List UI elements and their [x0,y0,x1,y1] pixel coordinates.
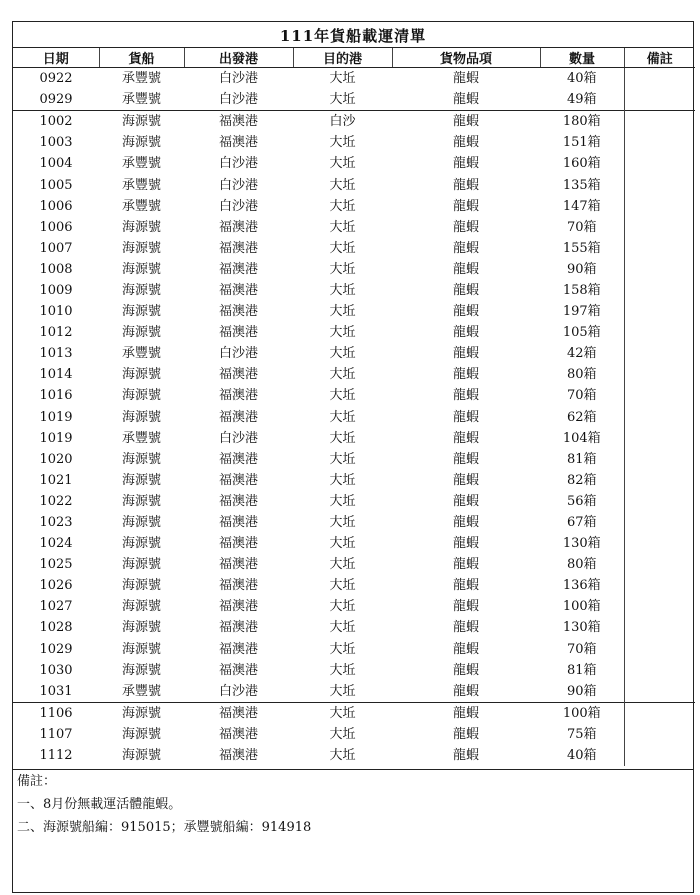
cell-departure-port: 福澳港 [218,388,258,404]
cell-ship: 海源號 [121,578,161,594]
cell-destination-port: 大坵 [329,71,356,87]
cell-remarks [624,554,695,575]
header-cargo-item: 貨物品項 [392,48,540,68]
cell-ship: 承豐號 [121,92,161,108]
header-destination-port: 目的港 [293,48,392,68]
cell-destination-port: 大坵 [329,683,356,699]
cell-remarks [624,322,695,343]
cell-quantity: 67箱 [566,515,597,531]
cell-date: 1031 [39,683,73,699]
cell-ship: 海源號 [121,662,161,678]
cell-departure-port: 福澳港 [218,748,258,764]
cell-remarks [624,68,695,90]
cell-quantity: 158箱 [562,282,601,298]
cell-departure-port: 白沙港 [218,430,258,446]
table-row [13,238,695,259]
cell-date: 1009 [39,282,73,298]
table-row [13,343,695,364]
cell-departure-port: 福澳港 [218,599,258,615]
cell-remarks [624,153,695,174]
cell-departure-port: 福澳港 [218,304,258,320]
cell-date: 1008 [39,261,73,277]
table-row [13,217,695,238]
cell-quantity: 70箱 [566,641,597,657]
cell-date: 1004 [39,156,73,172]
cell-departure-port: 白沙港 [218,71,258,87]
cell-quantity: 155箱 [562,240,601,256]
cell-departure-port: 福澳港 [218,240,258,256]
cell-cargo-item: 龍蝦 [452,578,479,594]
table-row [13,660,695,681]
cell-remarks [624,512,695,533]
cell-remarks [624,217,695,238]
cell-date: 1023 [39,515,73,531]
cell-cargo-item: 龍蝦 [452,304,479,320]
cell-ship: 海源號 [121,409,161,425]
cell-cargo-item: 龍蝦 [452,451,479,467]
cell-quantity: 40箱 [566,748,597,764]
cell-date: 1029 [39,641,73,657]
cell-departure-port: 福澳港 [218,641,258,657]
document-title: 111年貨船載運清單 [279,27,427,45]
cell-ship: 海源號 [121,726,161,742]
cell-cargo-item: 龍蝦 [452,198,479,214]
table-row [13,364,695,385]
cell-quantity: 49箱 [566,92,597,108]
cell-remarks [624,132,695,153]
cell-quantity: 40箱 [566,71,597,87]
header-departure-port: 出發港 [184,48,293,68]
cell-date: 1003 [39,135,73,151]
cell-remarks [624,617,695,638]
cell-quantity: 100箱 [540,702,624,724]
cell-ship: 承豐號 [121,156,161,172]
cell-quantity: 70箱 [566,219,597,235]
cell-quantity: 80箱 [566,557,597,573]
cell-departure-port: 福澳港 [218,536,258,552]
cell-cargo-item: 龍蝦 [452,620,479,636]
cell-quantity: 136箱 [562,578,601,594]
cell-destination-port: 大坵 [329,346,356,362]
cell-cargo-item: 龍蝦 [452,325,479,341]
header-remarks: 備註 [624,48,695,68]
cell-departure-port: 福澳港 [218,620,258,636]
cell-departure-port: 白沙港 [218,198,258,214]
cell-departure-port: 福澳港 [218,282,258,298]
cell-departure-port: 白沙港 [218,346,258,362]
cell-destination-port: 大坵 [329,578,356,594]
cell-remarks [624,259,695,280]
cell-departure-port: 福澳港 [218,515,258,531]
cell-departure-port: 福澳港 [218,451,258,467]
table-row [13,512,695,533]
cell-remarks [624,196,695,217]
cell-destination-port: 大坵 [329,515,356,531]
table-row [13,301,695,322]
cell-quantity: 70箱 [566,388,597,404]
cell-cargo-item: 龍蝦 [452,557,479,573]
cell-remarks [624,724,695,745]
cell-remarks [624,407,695,428]
header-date: 日期 [13,48,99,68]
cell-ship: 海源號 [121,493,161,509]
cell-destination-port: 大坵 [329,451,356,467]
cell-cargo-item: 龍蝦 [452,135,479,151]
table-row [13,724,695,745]
cell-ship: 海源號 [121,451,161,467]
cell-remarks [624,702,695,724]
cell-cargo-item: 龍蝦 [452,515,479,531]
cell-departure-port: 福澳港 [218,493,258,509]
cell-date: 1021 [39,472,73,488]
cell-departure-port: 福澳港 [218,219,258,235]
cell-cargo-item: 龍蝦 [452,641,479,657]
table-row [13,174,695,195]
cell-date: 1024 [39,536,73,552]
cell-quantity: 130箱 [562,536,601,552]
cell-departure-port: 福澳港 [218,578,258,594]
cell-cargo-item: 龍蝦 [452,388,479,404]
cell-quantity: 81箱 [566,662,597,678]
cell-cargo-item: 龍蝦 [452,219,479,235]
cell-ship: 海源號 [121,325,161,341]
cell-cargo-item: 龍蝦 [452,472,479,488]
cell-remarks [624,470,695,491]
cell-departure-port: 福澳港 [218,367,258,383]
cell-departure-port: 白沙港 [218,92,258,108]
cell-departure-port: 福澳港 [218,409,258,425]
cell-destination-port: 大坵 [329,325,356,341]
table-row [13,153,695,174]
table-row [13,89,695,111]
cell-departure-port: 白沙港 [218,156,258,172]
table-row [13,596,695,617]
table-row [13,428,695,449]
cell-cargo-item: 龍蝦 [452,71,479,87]
cell-ship: 海源號 [121,261,161,277]
cell-quantity: 82箱 [566,472,597,488]
cell-cargo-item: 龍蝦 [452,156,479,172]
cell-destination-port: 大坵 [329,388,356,404]
cell-remarks [624,111,695,133]
table-row [13,639,695,660]
cell-remarks [624,89,695,111]
table-row [13,681,695,703]
table-row [13,702,695,724]
cell-date: 1112 [39,748,73,764]
cell-departure-port: 福澳港 [218,135,258,151]
table-row [13,554,695,575]
cell-ship: 海源號 [121,599,161,615]
cell-departure-port: 福澳港 [218,325,258,341]
table-row [13,449,695,470]
cell-destination-port: 大坵 [329,409,356,425]
table-row [13,745,695,766]
notes-heading: 備註： [17,774,57,789]
cell-ship: 海源號 [121,304,161,320]
cell-destination-port: 大坵 [329,493,356,509]
cell-quantity: 62箱 [566,409,597,425]
cell-ship: 承豐號 [121,71,161,87]
cell-ship: 承豐號 [121,177,161,193]
cell-quantity: 151箱 [562,135,601,151]
cell-cargo-item: 龍蝦 [452,261,479,277]
cell-ship: 海源號 [121,748,161,764]
table-row [13,280,695,301]
cell-destination-port: 大坵 [329,726,356,742]
cell-destination-port: 大坵 [329,430,356,446]
cell-remarks [624,280,695,301]
cell-quantity: 105箱 [562,325,601,341]
table-row [13,617,695,638]
note-line: 一、8月份無載運活體龍蝦。 [17,797,182,812]
cell-cargo-item: 龍蝦 [452,493,479,509]
cell-remarks [624,385,695,406]
cell-destination-port: 大坵 [329,748,356,764]
cell-cargo-item: 龍蝦 [452,92,479,108]
cell-ship: 承豐號 [121,683,161,699]
cell-date: 0922 [39,71,73,87]
cell-cargo-item: 龍蝦 [452,599,479,615]
cell-quantity: 100箱 [562,599,601,615]
table-row [13,470,695,491]
cell-date: 1016 [39,388,73,404]
cell-date: 1014 [39,367,73,383]
cell-date: 1107 [39,726,73,742]
table-row [13,491,695,512]
cell-date: 1020 [39,451,73,467]
notes-section [13,769,693,839]
cell-date: 1007 [39,240,73,256]
cell-date: 1022 [39,493,73,509]
cell-cargo-item: 龍蝦 [452,683,479,699]
cell-date: 1006 [39,198,73,214]
cell-quantity: 56箱 [566,493,597,509]
cell-departure-port: 福澳港 [184,702,293,724]
cell-departure-port: 福澳港 [218,557,258,573]
cell-destination-port: 大坵 [329,282,356,298]
note-line: 二、海源號船編：915015；承豐號船編：914918 [17,820,312,835]
cell-quantity: 160箱 [562,156,601,172]
cell-ship: 海源號 [121,282,161,298]
cell-quantity: 135箱 [562,177,601,193]
cell-date: 0929 [39,92,73,108]
table-row [13,533,695,554]
cell-remarks [624,343,695,364]
header-quantity: 數量 [540,48,624,68]
cell-remarks [624,301,695,322]
cell-date: 1106 [13,702,99,724]
cell-remarks [624,174,695,195]
cell-ship: 海源號 [121,620,161,636]
cell-remarks [624,660,695,681]
cell-destination-port: 大坵 [329,620,356,636]
cell-ship: 海源號 [121,240,161,256]
cell-quantity: 130箱 [562,620,601,636]
cell-date: 1030 [39,662,73,678]
cell-remarks [624,533,695,554]
cell-destination-port: 大坵 [329,599,356,615]
cell-cargo-item: 龍蝦 [392,702,540,724]
cell-remarks [624,575,695,596]
cell-date: 1027 [39,599,73,615]
cell-ship: 海源號 [121,472,161,488]
cell-ship: 海源號 [99,702,184,724]
cell-destination-port: 大坵 [329,135,356,151]
cell-date: 1013 [39,346,73,362]
cell-remarks [624,681,695,703]
cell-cargo-item: 龍蝦 [452,367,479,383]
cell-cargo-item: 龍蝦 [452,346,479,362]
cell-destination-port: 大坵 [329,472,356,488]
cell-cargo-item: 龍蝦 [452,662,479,678]
cell-date: 1010 [39,304,73,320]
cell-quantity: 180箱 [540,111,624,133]
cell-quantity: 147箱 [562,198,601,214]
cell-date: 1028 [39,620,73,636]
cell-destination-port: 大坵 [329,367,356,383]
cell-date: 1005 [39,177,73,193]
cell-cargo-item: 龍蝦 [452,177,479,193]
cell-remarks [624,745,695,766]
cell-ship: 海源號 [121,641,161,657]
cell-quantity: 90箱 [566,683,597,699]
cell-cargo-item: 龍蝦 [392,111,540,133]
shipping-list-sheet [12,21,694,893]
cell-cargo-item: 龍蝦 [452,409,479,425]
cell-ship: 承豐號 [121,430,161,446]
cell-destination-port: 白沙 [293,111,392,133]
table-row [13,259,695,280]
table-header-row [13,48,695,68]
cell-departure-port: 福澳港 [184,111,293,133]
cell-departure-port: 福澳港 [218,662,258,678]
cell-date: 1019 [39,430,73,446]
cell-remarks [624,238,695,259]
cell-remarks [624,428,695,449]
cell-ship: 海源號 [121,388,161,404]
cell-quantity: 80箱 [566,367,597,383]
cell-remarks [624,596,695,617]
cell-destination-port: 大坵 [293,702,392,724]
cell-quantity: 75箱 [566,726,597,742]
cell-quantity: 81箱 [566,451,597,467]
table-row [13,132,695,153]
cell-ship: 海源號 [99,111,184,133]
cell-remarks [624,449,695,470]
cell-departure-port: 福澳港 [218,726,258,742]
cell-date: 1002 [13,111,99,133]
cell-quantity: 90箱 [566,261,597,277]
cell-destination-port: 大坵 [329,304,356,320]
table-row [13,385,695,406]
cell-destination-port: 大坵 [329,261,356,277]
cell-cargo-item: 龍蝦 [452,240,479,256]
cell-ship: 海源號 [121,536,161,552]
cell-remarks [624,491,695,512]
cell-ship: 海源號 [121,367,161,383]
cell-departure-port: 福澳港 [218,472,258,488]
cell-ship: 海源號 [121,219,161,235]
cell-ship: 海源號 [121,557,161,573]
cell-date: 1025 [39,557,73,573]
cell-cargo-item: 龍蝦 [452,430,479,446]
table-row [13,322,695,343]
cell-destination-port: 大坵 [329,219,356,235]
header-ship: 貨船 [99,48,184,68]
cell-ship: 承豐號 [121,198,161,214]
cell-quantity: 197箱 [562,304,601,320]
cell-ship: 海源號 [121,135,161,151]
cell-remarks [624,364,695,385]
cell-destination-port: 大坵 [329,557,356,573]
cell-destination-port: 大坵 [329,177,356,193]
table-body [13,68,695,767]
cell-cargo-item: 龍蝦 [452,726,479,742]
cell-date: 1026 [39,578,73,594]
cargo-table [13,48,695,766]
cell-departure-port: 白沙港 [218,177,258,193]
cell-cargo-item: 龍蝦 [452,536,479,552]
cell-departure-port: 福澳港 [218,261,258,277]
cell-destination-port: 大坵 [329,536,356,552]
cell-destination-port: 大坵 [329,92,356,108]
cell-date: 1006 [39,219,73,235]
cell-quantity: 104箱 [562,430,601,446]
cell-date: 1012 [39,325,73,341]
cell-destination-port: 大坵 [329,156,356,172]
cell-cargo-item: 龍蝦 [452,282,479,298]
table-row [13,111,695,133]
cell-cargo-item: 龍蝦 [452,748,479,764]
cell-destination-port: 大坵 [329,240,356,256]
cell-destination-port: 大坵 [329,198,356,214]
table-row [13,407,695,428]
table-row [13,575,695,596]
cell-departure-port: 白沙港 [218,683,258,699]
cell-remarks [624,639,695,660]
cell-destination-port: 大坵 [329,662,356,678]
cell-date: 1019 [39,409,73,425]
cell-destination-port: 大坵 [329,641,356,657]
cell-ship: 海源號 [121,515,161,531]
table-row [13,68,695,90]
cell-ship: 承豐號 [121,346,161,362]
table-row [13,196,695,217]
cell-quantity: 42箱 [566,346,597,362]
